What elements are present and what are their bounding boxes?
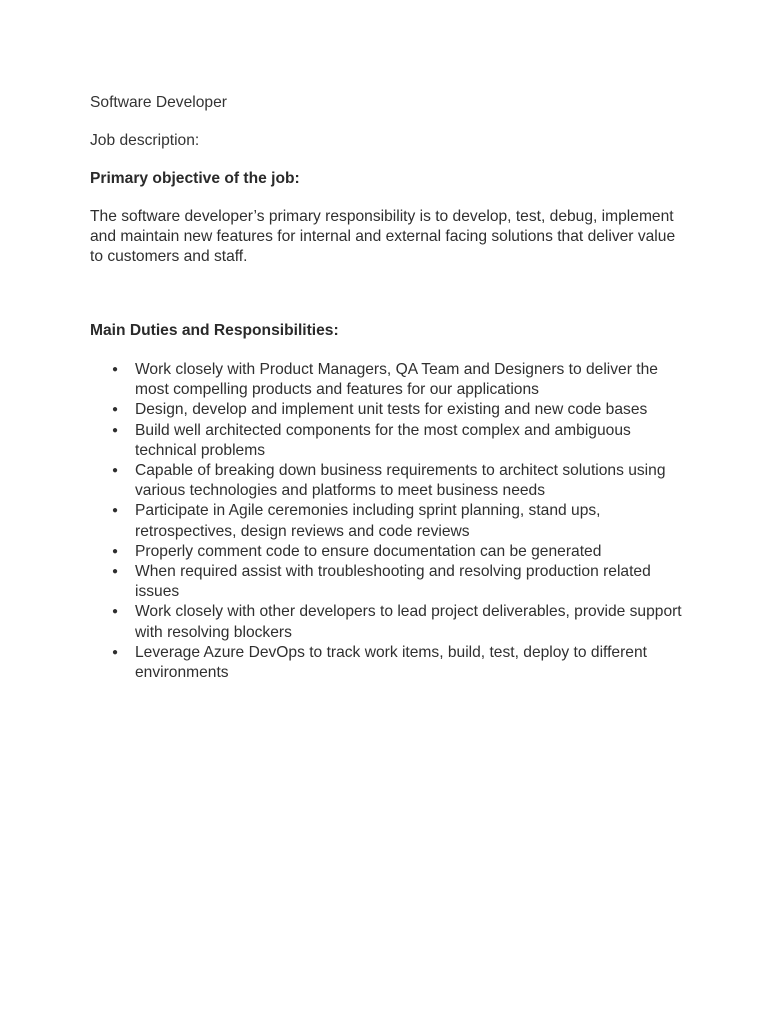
list-item-text: Work closely with other developers to lead project deliverables, provide support with resolving blockers bbox=[135, 603, 682, 641]
document-subtitle: Job description: bbox=[90, 132, 200, 149]
bullet-icon: ● bbox=[112, 566, 119, 578]
bullet-icon: ● bbox=[112, 424, 119, 436]
list-item bbox=[90, 360, 690, 400]
objective-heading: Primary objective of the job: bbox=[90, 170, 300, 187]
objective-paragraph: The software developer’s primary responsibility is to develop, test, debug, implement and maintain new features for internal and external facing solutions that deliver value to customers and staff. bbox=[90, 208, 676, 265]
list-item bbox=[90, 421, 690, 461]
list-item bbox=[90, 400, 690, 420]
list-item-text: Leverage Azure DevOps to track work items, build, test, deploy to different environments bbox=[135, 643, 647, 682]
list-item-text: Properly comment code to ensure documentation can be generated bbox=[135, 542, 602, 560]
bullet-icon: ● bbox=[112, 606, 119, 618]
list-item bbox=[90, 643, 690, 683]
bullet-icon: ● bbox=[112, 505, 119, 517]
document-title: Software Developer bbox=[90, 94, 227, 111]
list-item bbox=[90, 542, 690, 562]
list-item-text: Participate in Agile ceremonies including sprint planning, stand ups, retrospectives, design reviews and code reviews bbox=[135, 502, 601, 540]
bullet-icon: ● bbox=[112, 404, 119, 416]
list-item bbox=[90, 562, 690, 602]
bullet-icon: ● bbox=[112, 646, 119, 658]
list-item-text: Build well architected components for the most complex and ambiguous technical problems bbox=[135, 421, 631, 459]
bullet-icon: ● bbox=[112, 465, 119, 477]
list-item bbox=[90, 461, 690, 501]
list-item bbox=[90, 602, 690, 642]
duties-list bbox=[90, 360, 690, 683]
list-item-text: Capable of breaking down business requirements to architect solutions using various technologies and platforms to meet business needs bbox=[135, 462, 666, 500]
document-page bbox=[90, 93, 690, 683]
duties-heading: Main Duties and Responsibilities: bbox=[90, 322, 339, 339]
list-item-text: Design, develop and implement unit tests for existing and new code bases bbox=[135, 401, 648, 419]
list-item-text: Work closely with Product Managers, QA Team and Designers to deliver the most compelling products and features for our applications bbox=[135, 361, 658, 399]
list-item bbox=[90, 501, 690, 541]
bullet-icon: ● bbox=[112, 545, 119, 557]
bullet-icon: ● bbox=[112, 364, 119, 375]
list-item-text: When required assist with troubleshooting and resolving production related issues bbox=[135, 563, 651, 601]
